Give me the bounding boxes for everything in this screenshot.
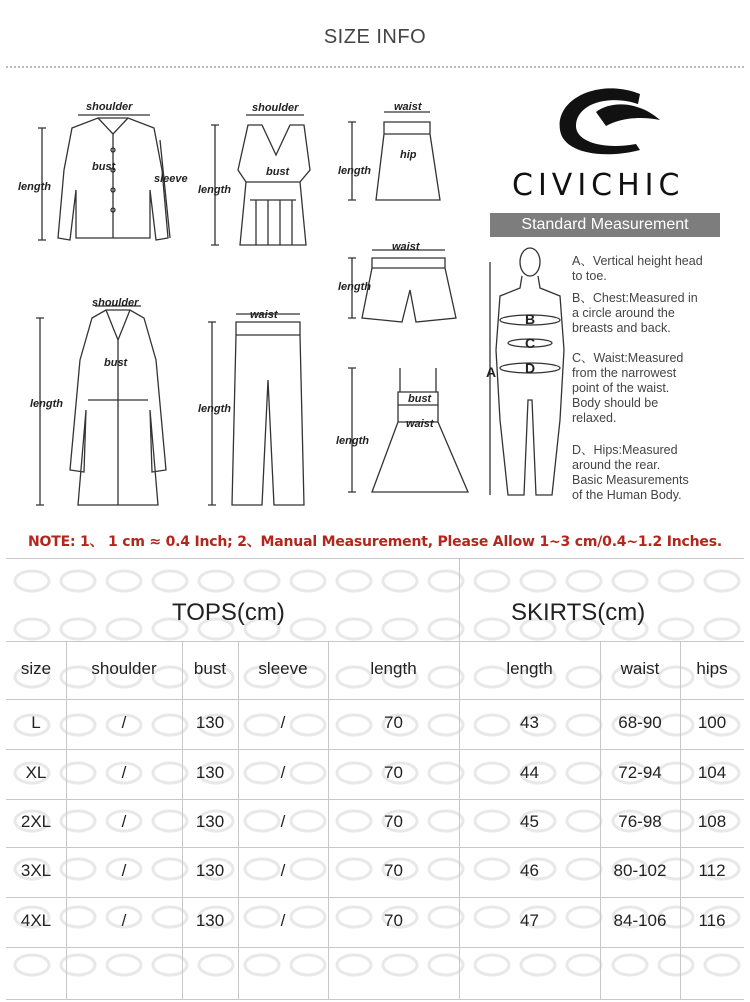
- measurement-d: D、Hips:Measured around the rear. Basic Measurements of the Human Body.: [572, 443, 689, 502]
- watermark-mark: [705, 955, 739, 975]
- table-cell: /: [121, 763, 127, 782]
- watermark-mark: [107, 955, 141, 975]
- watermark-mark: [613, 571, 647, 591]
- table-cell: /: [121, 812, 127, 831]
- table-cell: 112: [698, 861, 726, 880]
- watermark-mark: [61, 571, 95, 591]
- watermark-mark: [705, 571, 739, 591]
- table-cell: 70: [384, 713, 403, 732]
- table-cell: 84-106: [613, 911, 667, 930]
- label-waist: waist: [392, 241, 420, 253]
- watermark-mark: [659, 955, 693, 975]
- column-header: length: [370, 659, 417, 678]
- label-bust: bust: [266, 166, 290, 178]
- table-cell: 130: [195, 861, 225, 880]
- shirt-drawing: [38, 115, 170, 240]
- column-header: shoulder: [91, 659, 157, 678]
- label-length: length: [198, 184, 231, 196]
- watermark-mark: [383, 955, 417, 975]
- column-header: waist: [620, 659, 660, 678]
- column-header: sleeve: [258, 659, 308, 678]
- row-divider: [6, 699, 744, 700]
- table-cell: L: [31, 713, 41, 732]
- marker-a: A: [486, 364, 497, 380]
- tank-top-drawing: [211, 115, 310, 245]
- label-shoulder: shoulder: [86, 101, 133, 113]
- watermark-mark: [291, 619, 325, 639]
- watermark-mark: [475, 619, 509, 639]
- watermark-mark: [15, 955, 49, 975]
- table-cell: /: [121, 713, 127, 732]
- label-shoulder: shoulder: [92, 297, 139, 309]
- watermark-mark: [521, 955, 555, 975]
- watermark-mark: [475, 571, 509, 591]
- table-cell: 72-94: [618, 763, 662, 782]
- label-hip: hip: [400, 149, 417, 161]
- label-waist: waist: [250, 309, 278, 321]
- row-divider: [6, 799, 744, 800]
- watermark-mark: [521, 571, 555, 591]
- table-cell: /: [280, 812, 286, 831]
- watermark-mark: [613, 955, 647, 975]
- label-length: length: [338, 281, 371, 293]
- row-divider: [6, 641, 744, 642]
- label-length: length: [18, 181, 51, 193]
- watermark-mark: [705, 619, 739, 639]
- label-bust: bust: [408, 393, 432, 405]
- table-cell: 46: [520, 861, 539, 880]
- label-waist: waist: [406, 418, 434, 430]
- label-sleeve: sleeve: [154, 173, 188, 185]
- watermark-mark: [199, 571, 233, 591]
- table-cell: 116: [698, 911, 726, 930]
- table-cell: 44: [520, 763, 539, 782]
- measurement-a: A、Vertical height head to toe.: [572, 254, 703, 283]
- table-cell: 130: [195, 812, 225, 831]
- watermark-mark: [337, 571, 371, 591]
- table-cell: 70: [384, 861, 403, 880]
- skirt-drawing: [348, 112, 440, 200]
- row-divider: [6, 947, 744, 948]
- watermark-mark: [383, 619, 417, 639]
- skirts-heading: SKIRTS(cm): [511, 599, 646, 626]
- marker-b: B: [525, 311, 536, 327]
- column-header: size: [20, 659, 52, 678]
- watermark-mark: [291, 955, 325, 975]
- table-cell: 70: [384, 763, 403, 782]
- table-cell: 4XL: [20, 911, 52, 930]
- watermark-mark: [567, 571, 601, 591]
- watermark-mark: [659, 619, 693, 639]
- note-text: NOTE: 1、 1 cm ≈ 0.4 Inch; 2、Manual Measurement, Please Allow 1~3 cm/0.4~1.2 Inches.: [28, 534, 722, 550]
- watermark-mark: [199, 955, 233, 975]
- table-cell: XL: [25, 763, 47, 782]
- table-cell: 2XL: [20, 812, 52, 831]
- watermark-mark: [153, 571, 187, 591]
- label-length: length: [30, 398, 63, 410]
- watermark-mark: [61, 619, 95, 639]
- watermark-mark: [107, 571, 141, 591]
- page-title: SIZE INFO: [323, 26, 427, 48]
- table-cell: 70: [384, 812, 403, 831]
- watermark-mark: [337, 619, 371, 639]
- brand-name: CIVICHIC: [512, 168, 685, 203]
- measurement-b: B、Chest:Measured in a circle around the breasts and back.: [572, 291, 698, 335]
- brand-logo-icon: [560, 88, 660, 154]
- watermark-mark: [659, 571, 693, 591]
- label-bust: bust: [104, 357, 128, 369]
- watermark-mark: [429, 955, 463, 975]
- title-divider: [6, 66, 744, 68]
- measurement-c: C、Waist:Measured from the narrowest point of the waist. Body should be relaxed.: [572, 351, 684, 425]
- table-cell: 100: [697, 713, 727, 732]
- table-cell: 130: [195, 713, 225, 732]
- watermark-mark: [429, 571, 463, 591]
- row-divider: [6, 749, 744, 750]
- label-waist: waist: [394, 101, 422, 113]
- table-cell: /: [121, 861, 127, 880]
- table-cell: 3XL: [20, 861, 52, 880]
- label-shoulder: shoulder: [252, 102, 299, 114]
- table-cell: 76-98: [618, 812, 662, 831]
- table-cell: /: [280, 911, 286, 930]
- label-bust: bust: [92, 161, 116, 173]
- row-divider: [6, 897, 744, 898]
- watermark-mark: [383, 571, 417, 591]
- dress-drawing: [348, 368, 468, 492]
- row-divider: [6, 847, 744, 848]
- table-cell: 104: [697, 763, 727, 782]
- table-cell: /: [280, 861, 286, 880]
- table-cell: 45: [520, 812, 539, 831]
- table-cell: 130: [195, 763, 225, 782]
- table-cell: 80-102: [613, 861, 667, 880]
- column-header: hips: [696, 659, 728, 678]
- watermark-mark: [475, 955, 509, 975]
- table-cell: 70: [384, 911, 403, 930]
- standard-measurement-banner: Standard Measurement: [490, 213, 720, 237]
- column-header: length: [506, 659, 553, 678]
- table-cell: 43: [520, 713, 539, 732]
- table-cell: 108: [697, 812, 727, 831]
- marker-c: C: [525, 335, 536, 351]
- label-length: length: [338, 165, 371, 177]
- watermark-mark: [107, 619, 141, 639]
- watermark-mark: [15, 619, 49, 639]
- watermark-mark: [245, 571, 279, 591]
- tops-heading: TOPS(cm): [172, 599, 285, 626]
- watermark-mark: [15, 571, 49, 591]
- column-header: bust: [193, 659, 227, 678]
- marker-d: D: [525, 360, 536, 376]
- watermark-mark: [429, 619, 463, 639]
- table-cell: 68-90: [618, 713, 662, 732]
- watermark-mark: [337, 955, 371, 975]
- table-cell: /: [121, 911, 127, 930]
- watermark-mark: [291, 571, 325, 591]
- table-cell: /: [280, 763, 286, 782]
- watermark-mark: [245, 955, 279, 975]
- table-cell: 130: [195, 911, 225, 930]
- size-table: [6, 558, 744, 1000]
- watermark-mark: [567, 955, 601, 975]
- table-cell: 47: [520, 911, 539, 930]
- table-cell: /: [280, 713, 286, 732]
- label-length: length: [336, 435, 369, 447]
- label-length: length: [198, 403, 231, 415]
